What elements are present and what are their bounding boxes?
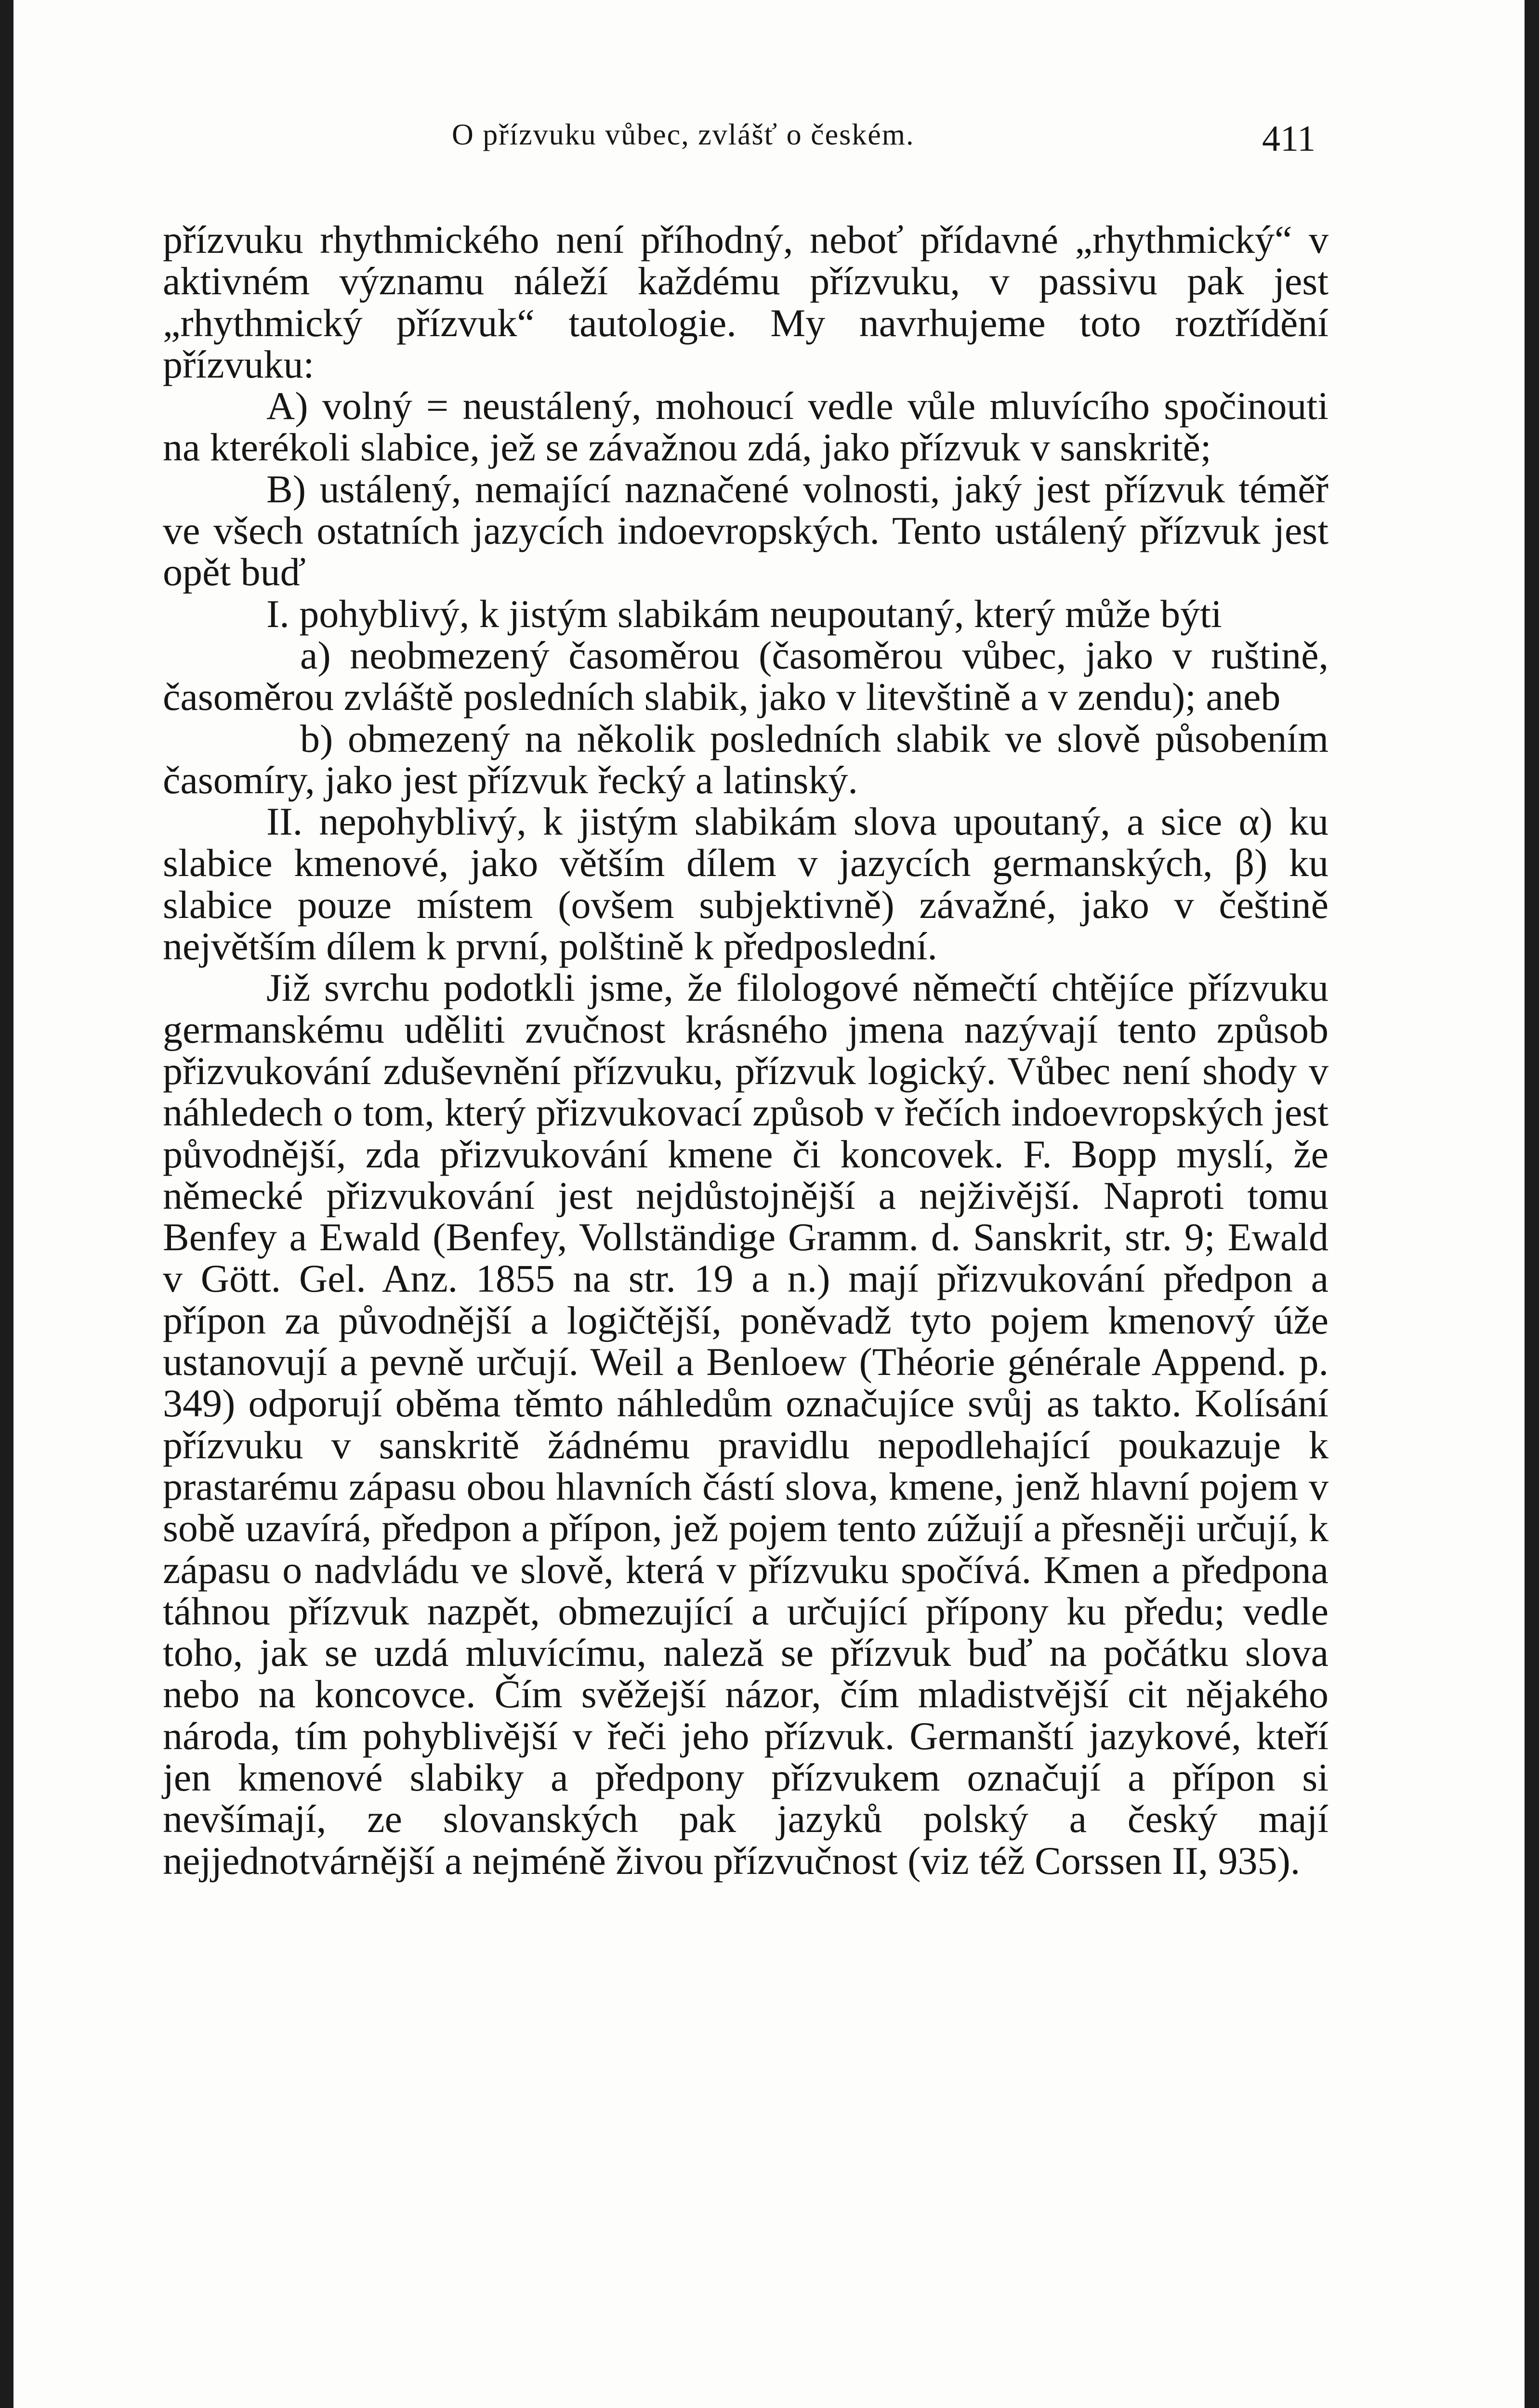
paragraph-a-volny: A) volný = neustálený, mohoucí vedle vůle mluvícího spočinouti na kterékoli slabice, jež se závažnou zdá, jako přízvuk v sanskritě; (163, 384, 1329, 470)
paragraph-i-pohyblivy: I. pohyblivý, k jistým slabikám neupoutaný, který může býti (266, 591, 1222, 636)
paragraph-b-ustaleny: B) ustálený, nemající naznačené volnosti, jaký jest přízvuk téměř ve všech ostatních jazycích indoevropských. Tento ustálený přízvuk jest opět buď (163, 467, 1329, 594)
page-number: 411 (1262, 118, 1316, 159)
running-head: O přízvuku vůbec, zvlášť o českém. (452, 118, 915, 151)
paragraph-a-neobmezeny: a) neobmezený časoměrou (časoměrou vůbec, jako v ruštině, časoměrou zvláště posledních slabik, jako v litevštině a v zendu); aneb (163, 633, 1329, 719)
scan-left-border (0, 0, 13, 2408)
paragraph-intro: přízvuku rhythmického není příhodný, neboť přídavné „rhythmický“ v aktivném významu náleží každému přízvuku, v passivu pak jest „rhythmický přízvuk“ tautologie. My navrhujeme toto roztřídění přízvuku: (163, 218, 1329, 386)
paragraph-b-obmezeny: b) obmezený na několik posledních slabik ve slově působením časomíry, jako jest přízvuk řecký a latinský. (163, 716, 1329, 802)
body-text (163, 219, 1329, 1882)
paragraph-main: Již svrchu podotkli jsme, že filologové němečtí chtějíce přízvuku germanskému uděliti zvučnost krásného jmena nazývají tento způsob přizvukování zduševnění přízvuku, přízvuk logický. Vůbec není shody v náhledech o tom, který přizvukovací způsob v řečích indoevropských jest původnější, zda přizvukování kmene či koncovek. F. Bopp myslí, že německé přizvukování jest nejdůstojnější a nejživější. Naproti tomu Benfey a Ewald (Benfey, Vollständige Gramm. d. Sanskrit, str. 9; Ewald v Gött. Gel. Anz. 1855 na str. 19 a n.) mají přizvukování předpon a přípon za původnější a logičtější, poněvadž tyto pojem kmenový úže ustanovují a pevně určují. Weil a Benloew (Théorie générale Append. p. 349) odporují oběma těmto náhledům označujíce svůj as takto. Kolísání přízvuku v sanskritě žádnému pravidlu nepodlehající poukazuje k prastarému zápasu obou hlavních částí slova, kmene, jenž hlavní pojem v sobě uzavírá, předpon a přípon, jež pojem tento zúžují a přesněji určují, k zápasu o nadvládu ve slově, která v přízvuku spočívá. Kmen a předpona táhnou přízvuk nazpět, obmezující a určující přípony ku předu; vedle toho, jak se uzdá mluvícímu, naleză se přízvuk buď na počátku slova nebo na koncovce. Čím svěžejší názor, čím mladistvější cit nějakého národa, tím pohyblivější v řeči jeho přízvuk. Germanští jazykové, kteří jen kmenové slabiky a předpony přízvukem označují a přípon si nevšímají, ze slovanských pak jazyků polský a český mají nejjednotvárnější a nejméně živou přízvučnost (viz též Corssen II, 935). (163, 966, 1329, 1883)
scan-right-border (1525, 0, 1539, 2408)
paragraph-ii-nepohyblivy: II. nepohyblivý, k jistým slabikám slova upoutaný, a sice α) ku slabice kmenové, jako větším dílem v jazycích germanských, β) ku slabice pouze místem (ovšem subjektivně) závažné, jako v češtině největším dílem k první, polštině k předposlední. (163, 799, 1329, 968)
